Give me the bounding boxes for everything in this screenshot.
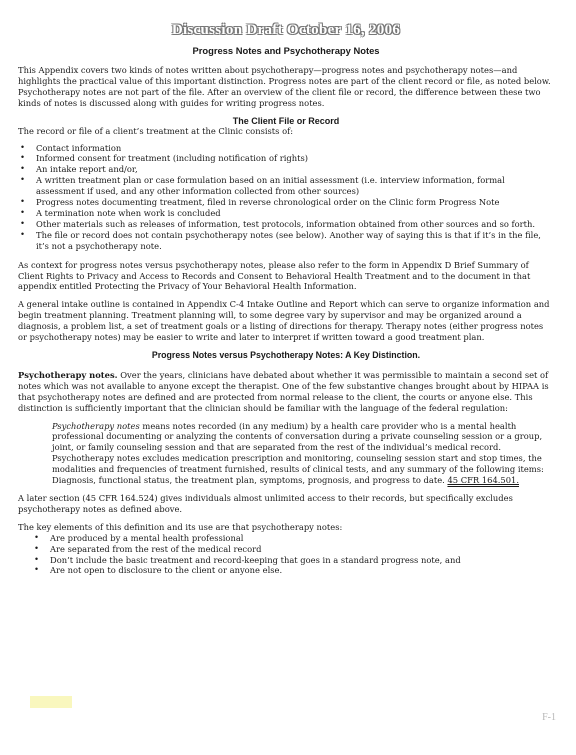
distinction-heading: Progress Notes versus Psychotherapy Notes: A Key Distinction. [151,349,421,360]
context-paragraph-1: As context for progress notes versus psychotherapy notes, please also refer to the form in Appendix D Brief Summary of Client Rights to Privacy and Access to Records and Consent to Behavioral Health Treatment and to the document in that appendix entitled Protecting the Privacy of Your Behavioral Health Information. [18,259,531,292]
psychotherapy-notes-lead: Psychotherapy notes. [18,369,118,380]
psychotherapy-notes-text: Over the years, clinicians have debated about whether it was permissible to maintain a second set of notes which was not available to anyone except the therapist. One of the few substantive changes brought about by HIPAA is that psychotherapy notes are defined and are protected from normal release to the client, the courts or anyone else. This distinction is sufficiently important that the clinician should be familiar with the language of the federal regulation: [18,369,549,413]
page-number: F-1 [542,712,556,723]
quote-text: means notes recorded (in any medium) by a health care provider who is a mental health professional documenting or analyzing the contents of conversation during a private counseling session or a group, joint, or family counseling session and that are separated from the rest of the individual’s medical record. Psychotherapy notes excludes medication prescription and monitoring, counseling session start and stop times, the modalities and frequencies of treatment furnished, results of clinical tests, and any summary of the following items: Diagnosis, functional status, the treatment plan, symptoms, prognosis, and progress to date. [52,420,544,486]
list-item: • Are produced by a mental health professional [32,533,554,544]
regulation-quote [52,421,546,486]
client-file-heading: The Client File or Record [232,115,340,126]
quote-term: Psychotherapy notes [52,420,140,431]
list-item: • Other materials such as releases of information, test protocols, information obtained from other sources and so forth. [18,219,554,230]
list-item: • Are not open to disclosure to the client or anyone else. [32,565,554,576]
list-item: • A written treatment plan or case formulation based on an initial assessment (i.e. interview information, formal assessment if used, and any other information collected from other sources) [18,175,554,197]
list-item: • Informed consent for treatment (including notification of rights) [18,153,554,164]
psychotherapy-notes-paragraph [18,370,554,414]
list-item: • A termination note when work is concluded [18,208,554,219]
client-file-lead: The record or file of a client’s treatment at the Clinic consists of: [18,125,294,136]
client-file-list [18,143,554,252]
list-item: • Progress notes documenting treatment, filed in reverse chronological order on the Clinic form Progress Note [18,197,554,208]
intro-paragraph: This Appendix covers two kinds of notes written about psychotherapy—progress notes and psychotherapy notes—and highlights the practical value of this important distinction. Progress notes are part of the client record or file, as noted below. Psychotherapy notes are not part of the file. After an overview of the client file or record, the difference between these two kinds of notes is discussed along with guides for writing progress notes. [18,65,551,108]
later-section-paragraph: A later section (45 CFR 164.524) gives individuals almost unlimited access to their records, but specifically excludes psychotherapy notes as defined above. [18,493,513,514]
key-elements-lead: The key elements of this definition and its use are that psychotherapy notes: [18,521,343,532]
key-elements-list [32,533,554,577]
quote-citation: 45 CFR 164.501. [447,475,519,486]
list-item: • Contact information [18,143,554,154]
draft-title: Discussion Draft October 16, 2006 [171,22,401,38]
context-paragraph-2: A general intake outline is contained in Appendix C-4 Intake Outline and Report which can serve to organize information and begin treatment planning. Treatment planning will, to some degree vary by supervisor and may be organized around a diagnosis, a problem list, a set of treatment goals or a listing of directions for therapy. Therapy notes (either progress notes or psychotherapy notes) may be easier to write and later to interpret if written toward a good treatment plan. [18,299,550,343]
document-page [18,22,554,576]
list-item: • Don’t include the basic treatment and record-keeping that goes in a standard progress note, and [32,555,554,566]
list-item: • An intake report and/or, [18,164,554,175]
list-item: • The file or record does not contain psychotherapy notes (see below). Another way of saying this is that if it’s in the file, it’s not a psychotherapy note. [18,230,554,252]
list-item: • Are separated from the rest of the medical record [32,544,554,555]
document-title: Progress Notes and Psychotherapy Notes [192,45,380,56]
highlight-mark [30,696,72,708]
